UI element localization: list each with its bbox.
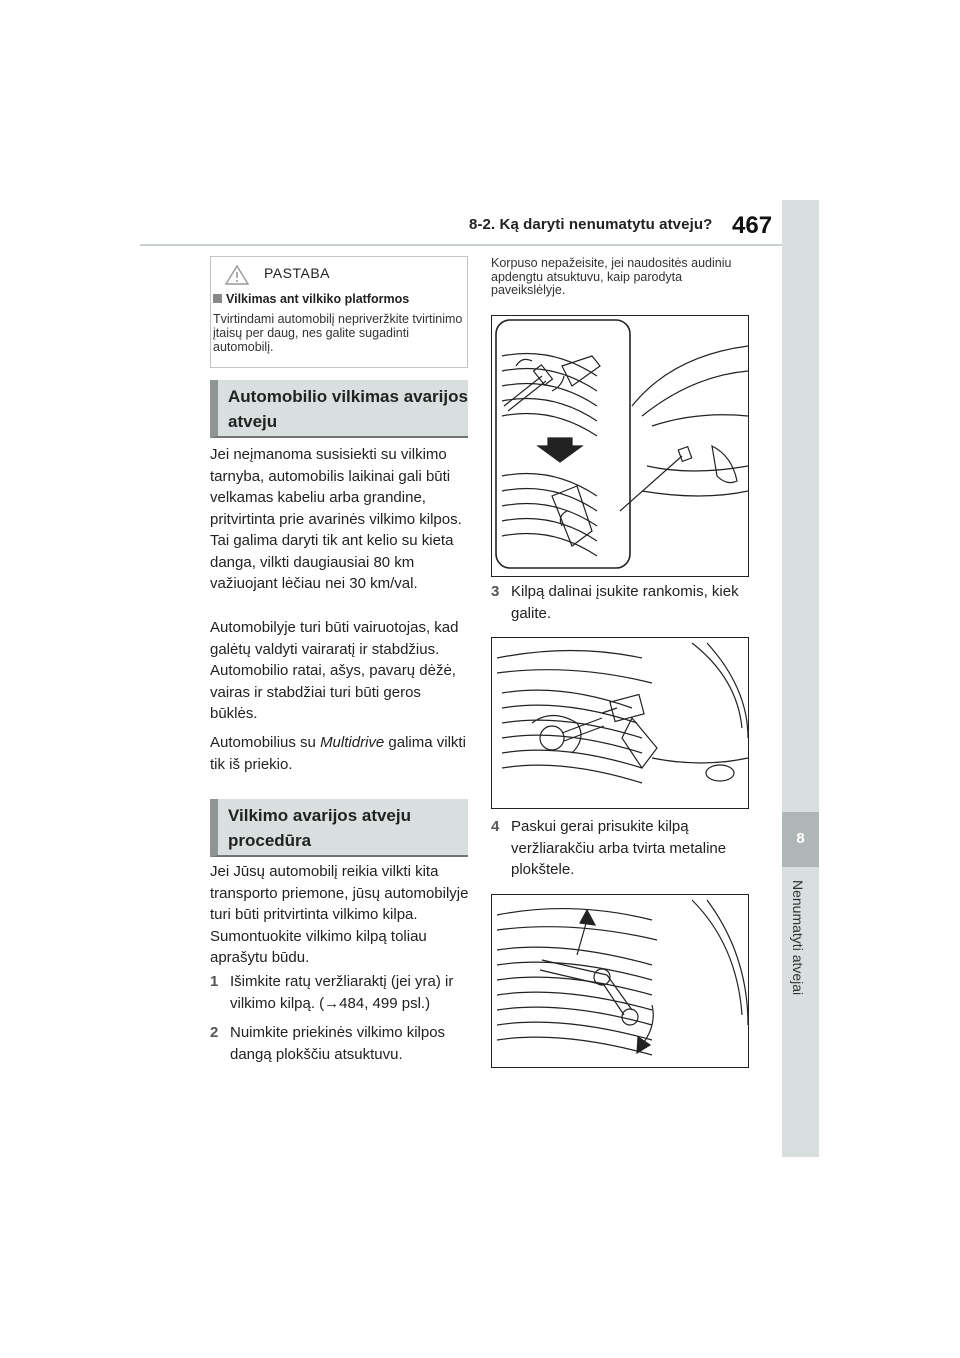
header-divider bbox=[140, 244, 782, 246]
step-3 bbox=[491, 581, 751, 624]
illustration-tighten-with-wrench bbox=[491, 894, 749, 1068]
figure-caption: Korpuso nepažeisite, jei naudositės audiniu apdengtu atsuktuvu, kaip parodyta paveikslėlyje. bbox=[491, 256, 732, 297]
warning-triangle-icon bbox=[224, 264, 250, 286]
notice-title bbox=[213, 292, 409, 306]
paragraph-3-suffix: galima vilkti tik iš priekio. bbox=[210, 734, 466, 773]
step-text: Paskui gerai prisukite kilpą veržliarakčiu arba tvirta metaline plokštele. bbox=[511, 818, 727, 878]
step-2 bbox=[210, 1022, 470, 1065]
chapter-title: Nenumatyti atvejai bbox=[790, 880, 806, 996]
section-heading-text: Automobilio vilkimas avarijos atveju bbox=[228, 387, 468, 431]
section-heading-towing-emergency bbox=[210, 380, 468, 438]
section-heading-text: Vilkimo avarijos atveju procedūra bbox=[228, 806, 411, 850]
page-number: 467 bbox=[732, 212, 773, 239]
step-text: Nuimkite priekinės vilkimo kilpos dangą plokščiu atsuktuvu. bbox=[230, 1024, 446, 1063]
bullet-square-icon bbox=[213, 294, 222, 303]
paragraph-2: Automobilyje turi būti vairuotojas, kad galėtų valdyti vairaratį ir stabdžius. Automobilio ratai, ašys, pavarų dėžė, vairas ir stabdžiai turi būti geros būklės. bbox=[210, 619, 459, 722]
paragraph-3-prefix: Automobilius su bbox=[210, 734, 321, 751]
notice-body: Tvirtindami automobilį nepriveržkite tvirtinimo įtaisų per daug, nes galite sugadinti automobilį. bbox=[213, 312, 463, 354]
step-number: 2 bbox=[210, 1024, 219, 1041]
notice-label: PASTABA bbox=[264, 265, 331, 281]
step-text: Išimkite ratų veržliaraktį (jei yra) ir vilkimo kilpą. (→484, 499 psl.) bbox=[230, 973, 454, 1012]
section-title: 8-2. Ką daryti nenumatytu atveju? bbox=[469, 216, 713, 233]
step-4 bbox=[491, 816, 751, 881]
step-number: 4 bbox=[491, 818, 500, 835]
step-number: 3 bbox=[491, 583, 500, 600]
illustration-screw-in-loop bbox=[491, 637, 749, 809]
procedure-intro: Jei Jūsų automobilį reikia vilkti kita transporto priemone, jūsų automobilyje turi būti pritvirtinta vilkimo kilpa. Sumontuokite vilkimo kilpą toliau aprašytu būdu. bbox=[210, 863, 469, 966]
chapter-title-vertical bbox=[782, 880, 819, 1030]
paragraph-3 bbox=[210, 732, 470, 775]
chapter-number: 8 bbox=[796, 830, 805, 847]
step-1 bbox=[210, 971, 470, 1014]
paragraph-1: Jei neįmanoma susisiekti su vilkimo tarnyba, automobilis laikinai gali būti velkamas kabeliu arba grandine, pritvirtinta prie avarinės vilkimo kilpos. Tai galima daryti tik ant kelio su kieta danga, vilkti daugiausiai 80 km važiuojant lėčiau nei 30 km/val. bbox=[210, 446, 462, 592]
step-text: Kilpą dalinai įsukite rankomis, kiek galite. bbox=[511, 583, 739, 622]
paragraph-3-emphasis: Multidrive bbox=[320, 734, 385, 751]
notice-title-text: Vilkimas ant vilkiko platformos bbox=[226, 292, 410, 306]
illustration-remove-cover bbox=[491, 315, 749, 577]
section-heading-towing-procedure bbox=[210, 799, 468, 857]
step-number: 1 bbox=[210, 973, 219, 990]
